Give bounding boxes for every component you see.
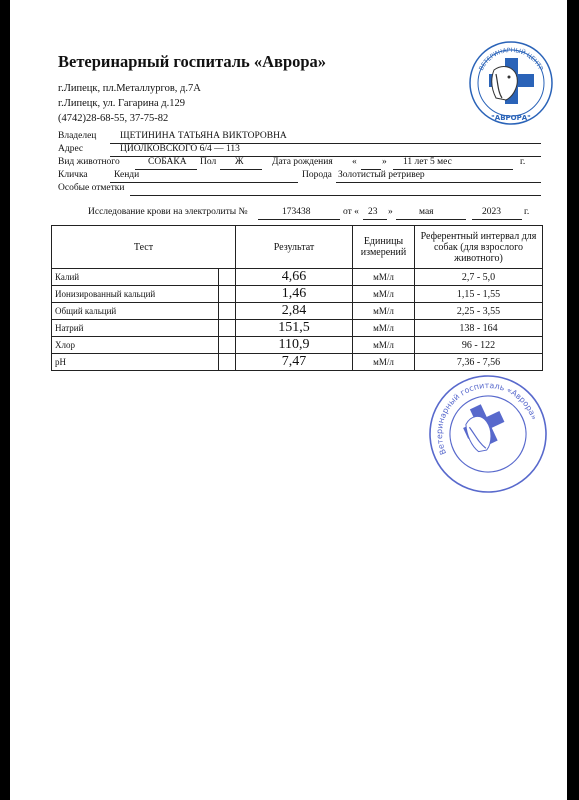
pet-name-value: Кенди [114, 170, 140, 180]
test-reference: 2,25 - 3,55 [415, 303, 543, 320]
test-reference: 1,15 - 1,55 [415, 286, 543, 303]
address-label: Адрес [58, 144, 84, 154]
owner-label: Владелец [58, 131, 97, 141]
test-reference: 2,7 - 5,0 [415, 269, 543, 286]
logo-top-text: ВЕТЕРИНАРНЫЙ ЦЕНТР [477, 46, 545, 72]
test-reference: 96 - 122 [415, 337, 543, 354]
test-name: Натрий [52, 320, 219, 337]
table-row [52, 286, 543, 303]
test-unit: мМ/л [353, 354, 415, 371]
dob-label: Дата рождения [272, 157, 333, 167]
hospital-phones: (4742)28-68-55, 37-75-82 [58, 113, 169, 124]
table-row [52, 303, 543, 320]
address-value: ЦИОЛКОВСКОГО 6/4 — 113 [120, 144, 240, 154]
test-reference: 138 - 164 [415, 320, 543, 337]
table-row [52, 354, 543, 371]
breed-underline [336, 182, 541, 183]
table-row [52, 337, 543, 354]
study-number: 173438 [282, 207, 311, 217]
test-unit: мМ/л [353, 286, 415, 303]
test-unit: мМ/л [353, 320, 415, 337]
species-underline [135, 169, 197, 170]
study-day: 23 [368, 207, 378, 217]
table-header-row [52, 226, 543, 269]
test-name: Ионизированный кальций [52, 286, 219, 303]
test-unit: мМ/л [353, 303, 415, 320]
test-result: 2,84 [236, 303, 353, 320]
test-unit: мМ/л [353, 269, 415, 286]
test-name: Калий [52, 269, 219, 286]
hospital-address-1: г.Липецк, пл.Металлургов, д.7А [58, 83, 201, 94]
hospital-address-2: г.Липецк, ул. Гагарина д.129 [58, 98, 185, 109]
hospital-name: Ветеринарный госпиталь «Аврора» [58, 52, 327, 71]
dob-open-quote: « [352, 157, 357, 167]
test-name: Хлор [52, 337, 219, 354]
test-result: 1,46 [236, 286, 353, 303]
test-name: Общий кальций [52, 303, 219, 320]
header-test: Тест [52, 226, 236, 269]
test-name: pH [52, 354, 219, 371]
dob-year-suffix: г. [520, 157, 526, 167]
species-value: СОБАКА [148, 157, 187, 167]
study-month: мая [419, 207, 434, 217]
species-label: Вид животного [58, 157, 120, 167]
test-reference: 7,36 - 7,56 [415, 354, 543, 371]
study-month-underline [396, 219, 466, 220]
study-year-suffix: г. [524, 207, 530, 217]
table-row [52, 320, 543, 337]
breed-value: Золотистый ретривер [338, 170, 425, 180]
breed-label: Порода [302, 170, 332, 180]
pet-name-underline [110, 182, 298, 183]
notes-underline [130, 195, 541, 196]
header-result: Результат [236, 226, 353, 269]
logo-bottom-text: "АВРОРА" [491, 114, 531, 122]
header-reference: Референтный интервал для собак (для взрослого животного) [415, 226, 543, 269]
stamp-text: Ветеринарный госпиталь «Аврора» [434, 380, 539, 457]
study-day-underline [363, 219, 387, 220]
sex-label: Пол [200, 157, 217, 167]
study-from-label: от « [343, 207, 359, 217]
notes-label: Особые отметки [58, 183, 125, 193]
test-result: 4,66 [236, 269, 353, 286]
study-year-underline [472, 219, 522, 220]
test-result: 151,5 [236, 320, 353, 337]
pet-name-label: Кличка [58, 170, 88, 180]
results-table [51, 225, 543, 371]
dob-close-quote: » [382, 157, 387, 167]
owner-value: ЩЕТИНИНА ТАТЬЯНА ВИКТОРОВНА [120, 131, 287, 141]
study-label: Исследование крови на электролиты № [88, 207, 248, 217]
test-result: 110,9 [236, 337, 353, 354]
test-result: 7,47 [236, 354, 353, 371]
sex-underline [220, 169, 262, 170]
study-year: 2023 [482, 207, 501, 217]
test-unit: мМ/л [353, 337, 415, 354]
hospital-logo [468, 40, 554, 126]
hospital-stamp [426, 372, 550, 496]
study-number-underline [258, 219, 340, 220]
age-value: 11 лет 5 мес [403, 157, 452, 167]
sex-value: Ж [235, 157, 244, 167]
table-row [52, 269, 543, 286]
document-page [10, 0, 567, 800]
header-units: Единицы измерений [353, 226, 415, 269]
study-close-quote: » [388, 207, 393, 217]
